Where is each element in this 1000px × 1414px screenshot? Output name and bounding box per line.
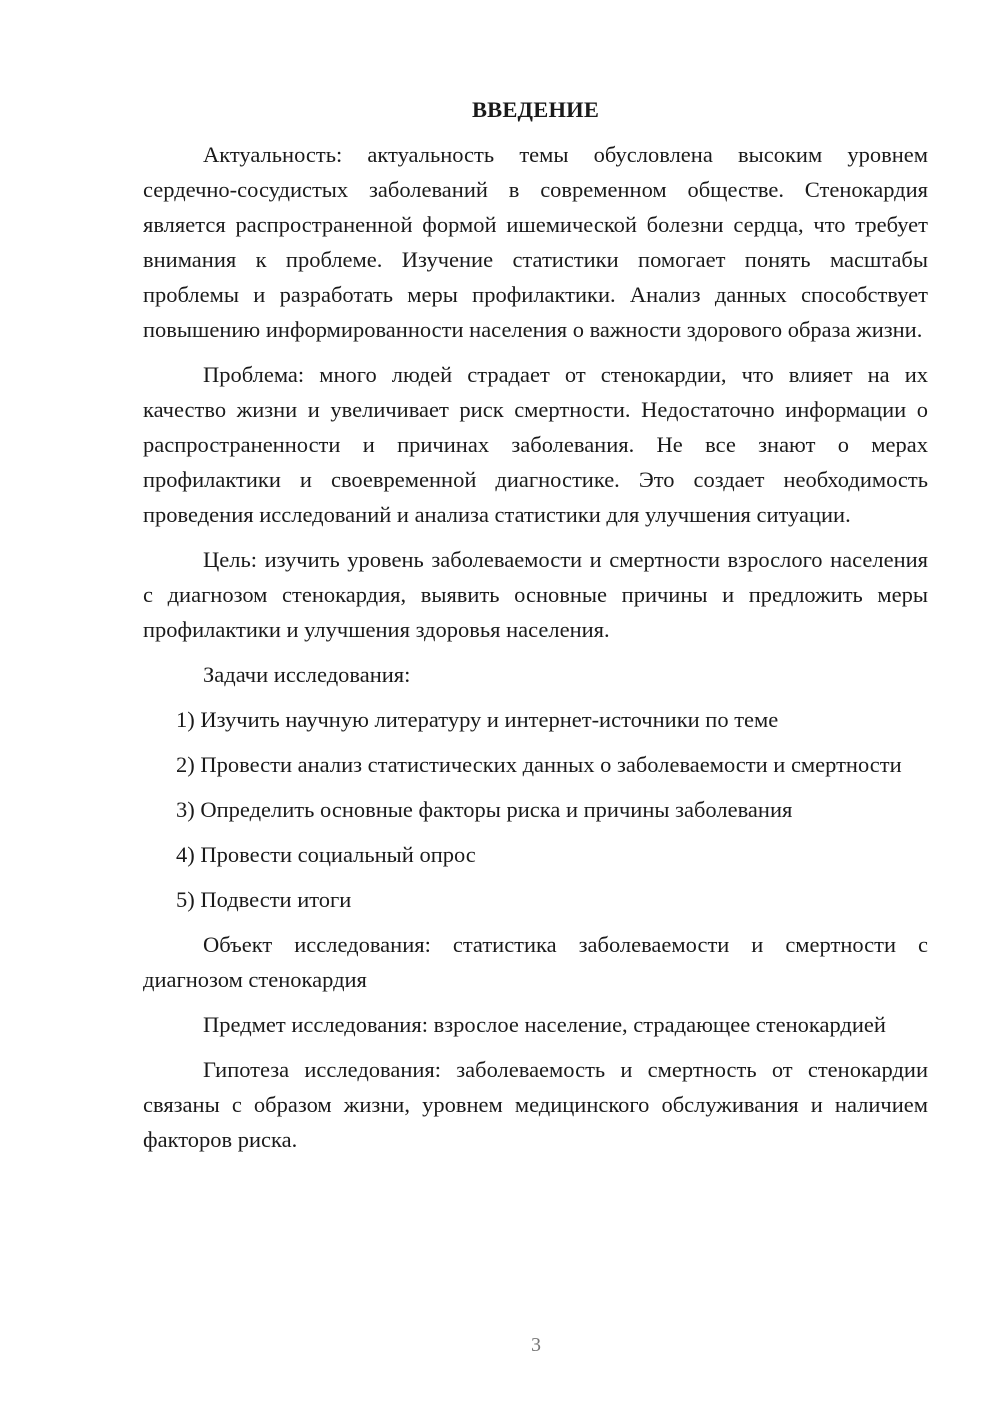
- task-item-5: 5) Подвести итоги: [176, 887, 352, 912]
- object-label: Объект исследования:: [203, 932, 431, 957]
- task-item-2: 2) Провести анализ статистических данных о заболеваемости и смертности: [176, 752, 902, 777]
- problem-label: Проблема:: [203, 362, 305, 387]
- page-content: [143, 92, 928, 1167]
- problem-text: много людей страдает от стенокардии, что влияет на их качество жизни и увеличивает риск смертности. Недостаточно информации о распространенности и причинах заболевания. Не все знают о мерах профилактики и своевременной диагностике. Это создает необходимость проведения исследований и анализа статистики для улучшения ситуации.: [143, 362, 929, 527]
- problem-paragraph: [143, 357, 928, 532]
- goal-text: изучить уровень заболеваемости и смертности взрослого населения с диагнозом стенокардия, выявить основные причины и предложить меры профилактики и улучшения здоровья населения.: [143, 547, 929, 642]
- goal-paragraph: [143, 542, 928, 647]
- object-text: статистика заболеваемости и смертности с диагнозом стенокардия: [143, 932, 929, 992]
- task-item-1: 1) Изучить научную литературу и интернет-источники по теме: [176, 707, 779, 732]
- subject-text: взрослое население, страдающее стенокардией: [433, 1012, 886, 1037]
- hypothesis-paragraph: [143, 1052, 928, 1157]
- subject-label: Предмет исследования:: [203, 1012, 428, 1037]
- relevance-label: Актуальность:: [203, 142, 343, 167]
- tasks-heading: Задачи исследования:: [203, 662, 411, 687]
- goal-label: Цель:: [203, 547, 257, 572]
- relevance-paragraph: [143, 137, 928, 347]
- task-item-3: 3) Определить основные факторы риска и причины заболевания: [176, 797, 793, 822]
- subject-paragraph: [143, 1007, 928, 1042]
- page-number: 3: [531, 1334, 541, 1356]
- task-item-4: 4) Провести социальный опрос: [176, 842, 476, 867]
- hypothesis-text: заболеваемость и смертность от стенокардии связаны с образом жизни, уровнем медицинского обслуживания и наличием факторов риска.: [143, 1057, 929, 1152]
- object-paragraph: [143, 927, 928, 997]
- relevance-text: актуальность темы обусловлена высоким уровнем сердечно-сосудистых заболеваний в современном обществе. Стенокардия является распространенной формой ишемической болезни сердца, что требует внимания к проблеме. Изучение статистики помогает понять масштабы проблемы и разработать меры профилактики. Анализ данных способствует повышению информированности населения о важности здорового образа жизни.: [143, 142, 929, 342]
- page-title: ВВЕДЕНИЕ: [471, 97, 600, 122]
- hypothesis-label: Гипотеза исследования:: [203, 1057, 442, 1082]
